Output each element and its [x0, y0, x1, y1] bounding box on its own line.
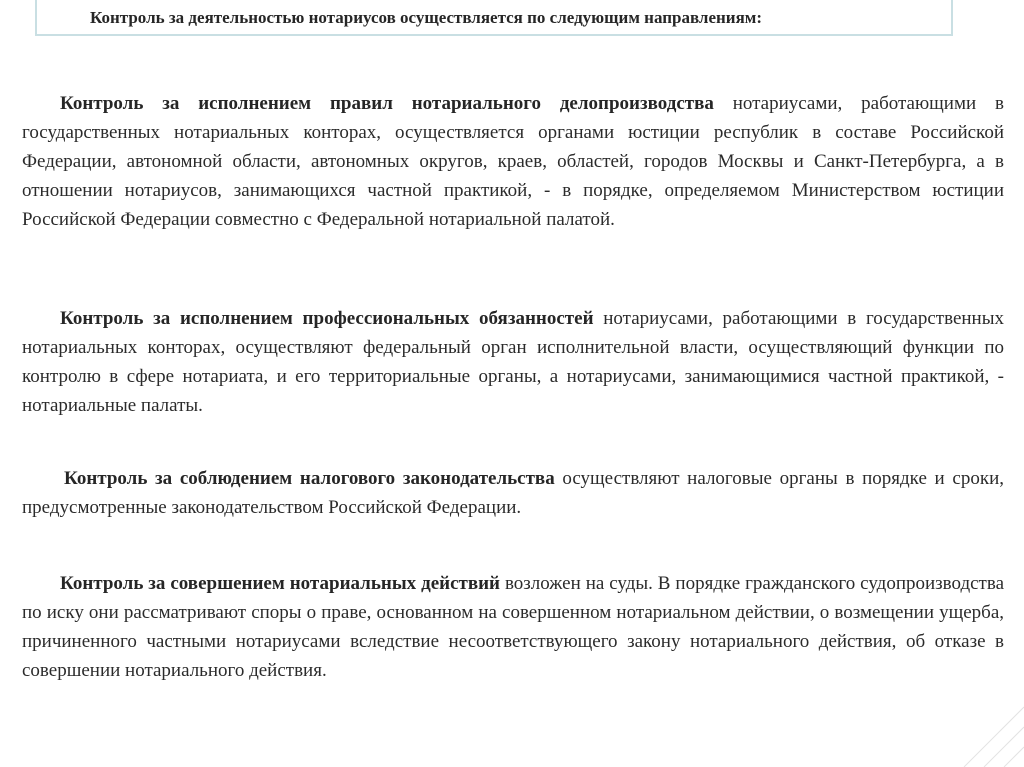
paragraph-professional-duties	[22, 304, 1004, 420]
paragraph-notarial-acts	[22, 569, 1004, 685]
paragraph-body: осуществляют налоговые органы в порядке и сроки, предусмотренные законодательством Российской Федерации.	[22, 468, 1004, 518]
slide-title: Контроль за деятельностью нотариусов осуществляется по следующим направлениям:	[90, 8, 763, 27]
paragraph-lead: Контроль за соблюдением налогового законодательства	[64, 468, 555, 489]
corner-decoration	[944, 687, 1024, 767]
paragraph-tax-law	[22, 464, 1004, 522]
paragraph-body: возложен на суды. В порядке гражданского судопроизводства по иску они рассматривают споры о праве, основанном на совершенном нотариальном действии, о возмещении ущерба, причиненного частными нотариусами вследствие несоответствующего закону нотариального действия, об отказе в совершении нотариального действия.	[22, 573, 1005, 681]
paragraph-body: нотариусами, работающими в государственных нотариальных конторах, осуществляется органами юстиции республик в составе Российской Федерации, автономной области, автономных округов, краев, областей, городов Москвы и Санкт-Петербурга, а в отношении нотариусов, занимающихся частной практикой, - в порядке, определяемом Министерством юстиции Российской Федерации совместно с Федеральной нотариальной палатой.	[22, 93, 1004, 230]
paragraph-lead: Контроль за исполнением профессиональных обязанностей	[60, 308, 594, 329]
paragraph-body: нотариусами, работающими в государственных нотариальных конторах, осуществляют федеральный орган исполнительной власти, осуществляющий функции по контролю в сфере нотариата, и его территориальные органы, а нотариусами, занимающимися частной практикой, - нотариальные палаты.	[22, 308, 1004, 416]
paragraph-lead: Контроль за совершением нотариальных действий	[60, 573, 501, 594]
paragraph-record-keeping	[22, 89, 1004, 234]
paragraph-lead: Контроль за исполнением правил нотариального делопроизводства	[60, 93, 714, 114]
title-box	[35, 0, 953, 36]
